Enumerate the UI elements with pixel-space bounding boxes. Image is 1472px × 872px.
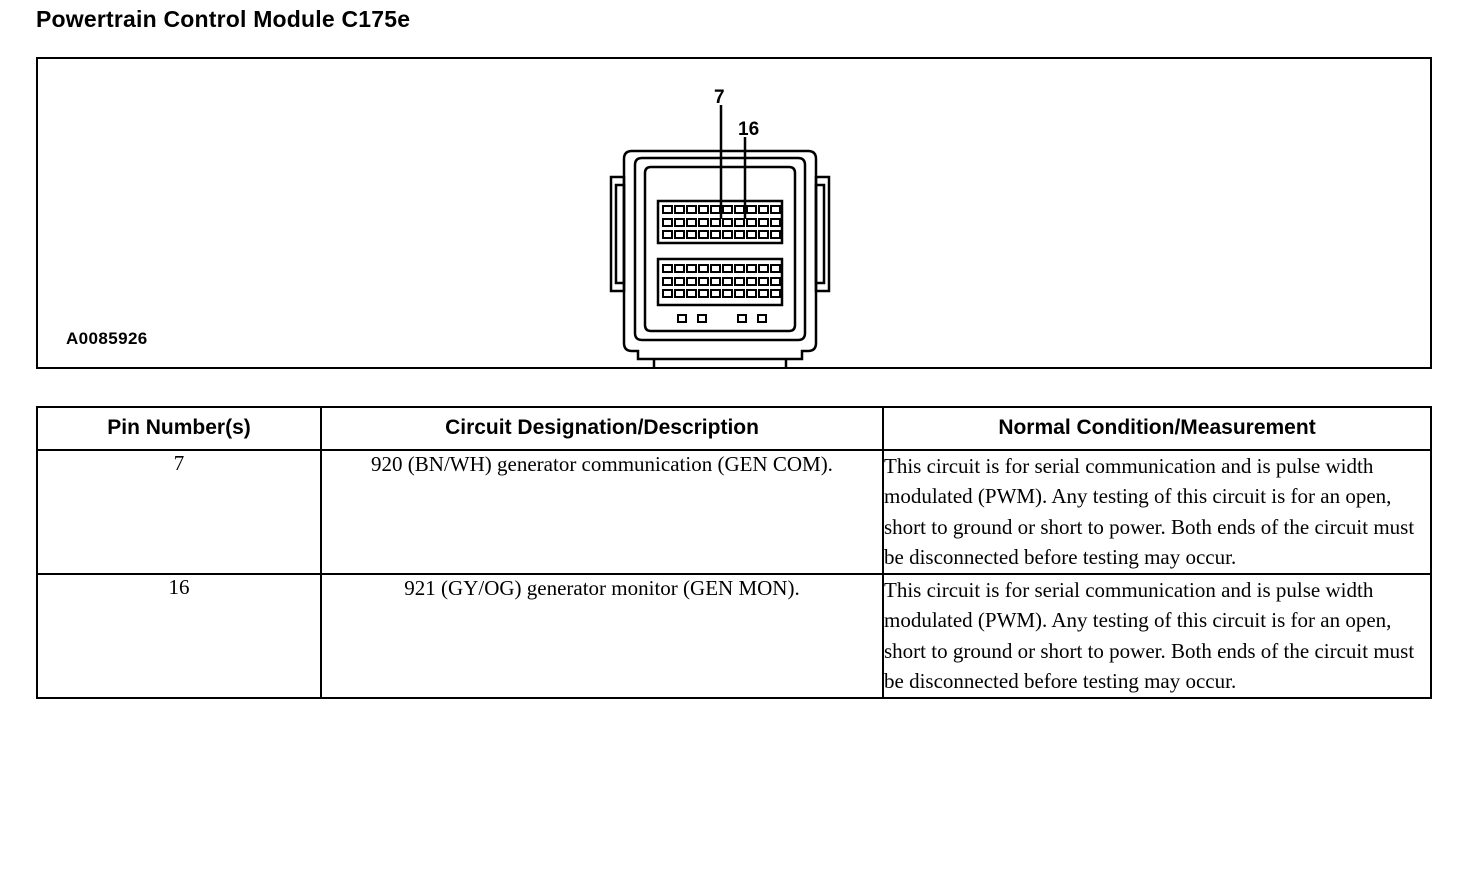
column-header-pin-number: Pin Number(s) (37, 407, 321, 450)
cell-circuit-description: 921 (GY/OG) generator monitor (GEN MON). (321, 574, 883, 698)
column-header-circuit-designation: Circuit Designation/Description (321, 407, 883, 450)
cell-circuit-description: 920 (BN/WH) generator communication (GEN COM). (321, 450, 883, 574)
callout-label-pin-7: 7 (714, 87, 725, 108)
table-row (37, 574, 1431, 698)
pin-table (36, 406, 1432, 699)
cell-pin-number: 7 (37, 450, 321, 574)
cell-pin-number: 16 (37, 574, 321, 698)
figure-id-label: A0085926 (66, 329, 148, 348)
callout-label-pin-16: 16 (738, 119, 760, 140)
cell-normal-condition: This circuit is for serial communication and is pulse width modulated (PWM). Any testing of this circuit is for an open, short to ground or short to power. Both ends of the circuit must be disconnected before testing may occur. (883, 450, 1431, 574)
table-row (37, 450, 1431, 574)
table-header-row (37, 407, 1431, 450)
connector-figure-box (36, 57, 1432, 369)
page-title: Powertrain Control Module C175e (36, 6, 411, 32)
connector-illustration (38, 59, 1430, 367)
cell-normal-condition: This circuit is for serial communication and is pulse width modulated (PWM). Any testing of this circuit is for an open, short to ground or short to power. Both ends of the circuit must be disconnected before testing may occur. (883, 574, 1431, 698)
column-header-normal-condition: Normal Condition/Measurement (883, 407, 1431, 450)
